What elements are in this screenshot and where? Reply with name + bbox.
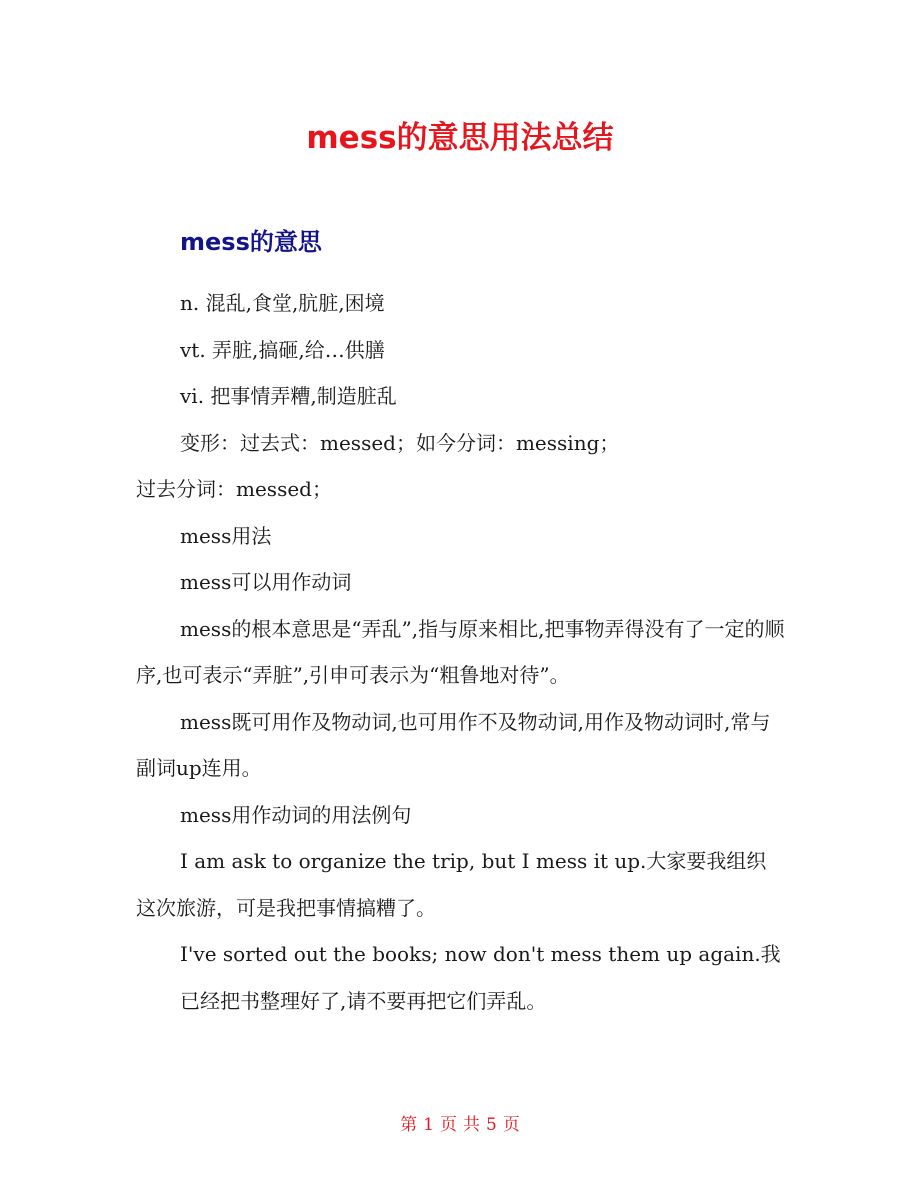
- example-sentence: I've sorted out the books; now don't mess them up again.我已经把书整理好了,请不要再把它们弄乱。: [180, 942, 781, 1013]
- footer-page-prefix: 第: [400, 1115, 418, 1135]
- footer-page-number: 1: [423, 1115, 434, 1135]
- page-footer: [0, 1111, 920, 1139]
- basic-meaning-paragraph: mess的根本意思是“弄乱”,指与原来相比,把事物弄得没有了一定的顺序,也可表示“弄脏”,引申可表示为“粗鲁地对待”。: [136, 616, 785, 687]
- footer-page-unit: 页: [440, 1115, 457, 1135]
- page-title: mess的意思用法总结: [306, 120, 614, 156]
- verb-usage-heading: mess可以用作动词: [180, 570, 352, 594]
- usage-heading: mess用法: [180, 523, 272, 548]
- inflection-forms: 变形：过去式：messed；如今分词：messing；: [180, 430, 620, 455]
- footer-total-pages: 5: [486, 1115, 497, 1135]
- section-heading-meaning: mess的意思: [180, 228, 322, 256]
- transitivity-paragraph: mess既可用作及物动词,也可用作不及物动词,用作及物动词时,常与副词up连用。: [136, 709, 771, 780]
- past-participle: 过去分词：messed；: [136, 477, 332, 501]
- definition-transitive-verb: vt. 弄脏,搞砸,给…供膳: [180, 337, 385, 362]
- definition-intransitive-verb: vi. 把事情弄糟,制造脏乱: [180, 384, 397, 408]
- example-sentence: I am ask to organize the trip, but I mess it up.大家要我组织这次旅游，可是我把事情搞糟了。: [136, 849, 767, 920]
- examples-heading: mess用作动词的用法例句: [180, 802, 412, 827]
- document-body: [136, 280, 786, 1024]
- footer-total-unit: 页: [502, 1115, 520, 1135]
- definition-noun: n. 混乱,食堂,肮脏,困境: [180, 291, 385, 315]
- footer-total-prefix: 共: [463, 1115, 480, 1135]
